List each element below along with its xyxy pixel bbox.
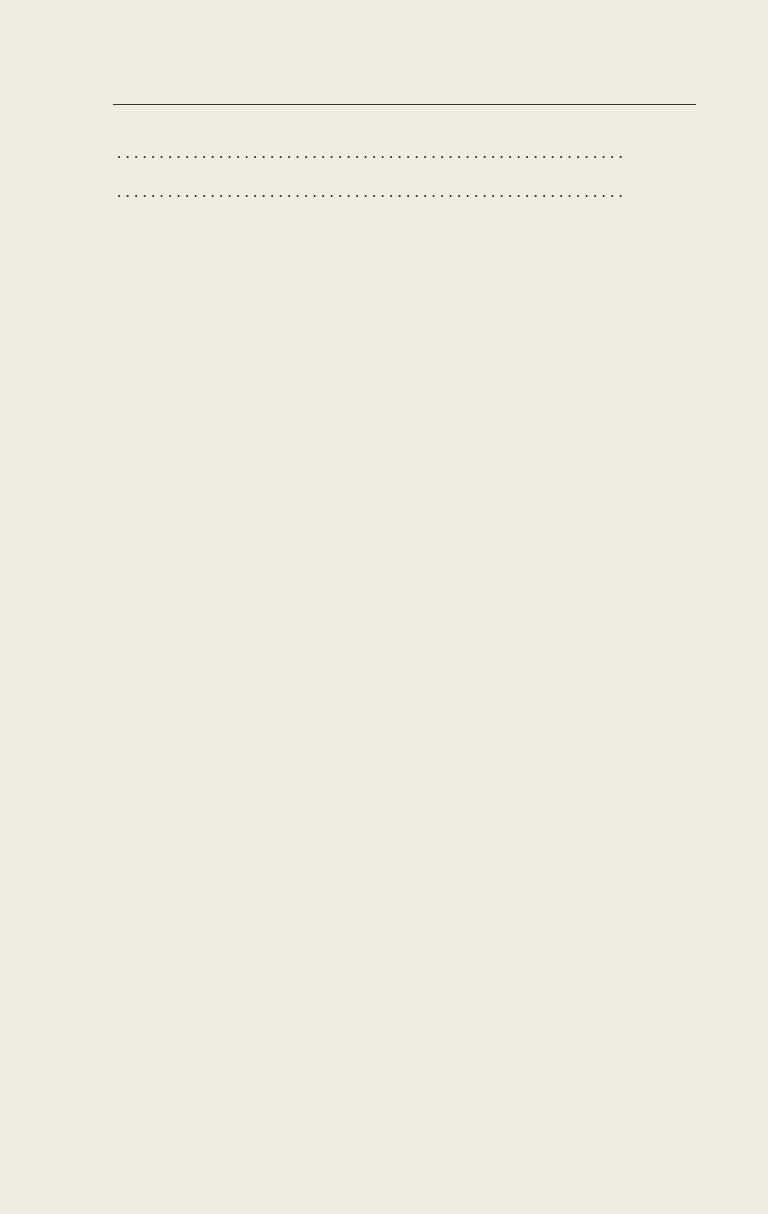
leader-dots: [117, 142, 622, 163]
running-header: [113, 76, 696, 105]
leader-dots: [117, 181, 622, 202]
section-present: [113, 181, 696, 202]
table-of-contents: [113, 120, 696, 208]
section-geneva: [113, 142, 696, 163]
